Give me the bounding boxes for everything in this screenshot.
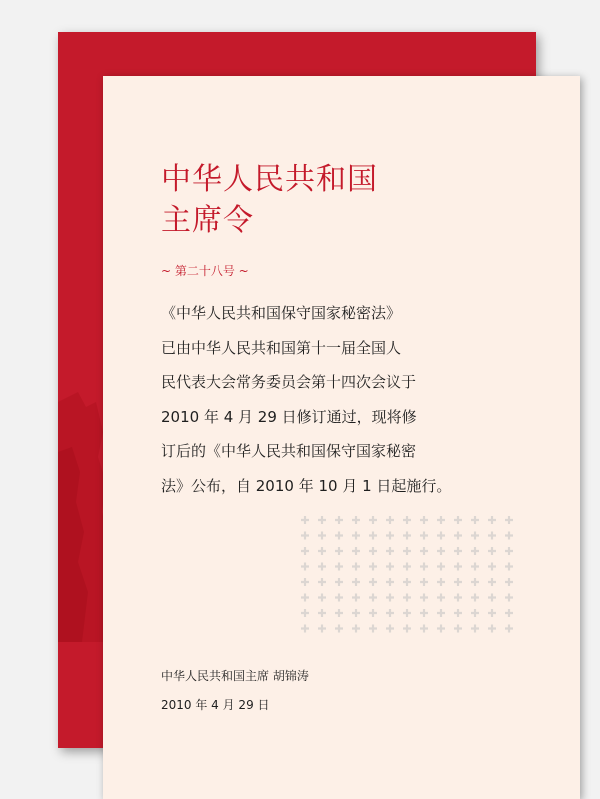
body-line: 订后的《中华人民共和国保守国家秘密 — [161, 442, 417, 460]
document-body — [161, 296, 451, 503]
cross-mark — [454, 532, 462, 540]
cross-mark — [471, 563, 479, 571]
cross-mark — [335, 594, 343, 602]
cross-mark — [301, 563, 309, 571]
cross-mark — [488, 578, 496, 586]
cross-mark — [420, 594, 428, 602]
cross-mark — [505, 532, 513, 540]
cross-mark — [420, 516, 428, 524]
cross-mark — [318, 578, 326, 586]
cross-mark — [437, 563, 445, 571]
cross-mark — [386, 547, 394, 555]
cross-mark — [471, 625, 479, 633]
cross-mark — [318, 609, 326, 617]
cross-mark — [403, 516, 411, 524]
cross-mark — [454, 625, 462, 633]
cross-mark — [420, 625, 428, 633]
cross-mark — [420, 578, 428, 586]
cross-mark — [386, 532, 394, 540]
cross-mark — [318, 625, 326, 633]
cross-mark — [505, 547, 513, 555]
cross-mark — [454, 609, 462, 617]
cross-mark — [420, 563, 428, 571]
cross-mark — [386, 563, 394, 571]
cross-mark — [505, 625, 513, 633]
cross-mark — [488, 547, 496, 555]
cross-mark — [437, 578, 445, 586]
order-number: ~ 第二十八号 ~ — [161, 264, 249, 278]
cross-mark — [471, 547, 479, 555]
cross-mark — [471, 532, 479, 540]
cross-mark — [454, 516, 462, 524]
cross-mark — [386, 516, 394, 524]
body-line: 《中华人民共和国保守国家秘密法》 — [161, 304, 402, 322]
cross-mark — [437, 625, 445, 633]
cross-mark — [335, 578, 343, 586]
cross-mark — [488, 563, 496, 571]
body-line: 法》公布，自 2010 年 10 月 1 日起施行。 — [161, 476, 452, 495]
cross-mark — [471, 609, 479, 617]
cross-mark — [369, 532, 377, 540]
cross-mark — [335, 609, 343, 617]
cross-mark — [369, 547, 377, 555]
cross-mark — [437, 516, 445, 524]
cross-mark — [369, 563, 377, 571]
cross-pattern-decoration — [301, 516, 521, 634]
cross-mark — [301, 594, 309, 602]
cross-mark — [369, 594, 377, 602]
cross-mark — [386, 609, 394, 617]
cross-mark — [386, 578, 394, 586]
cross-mark — [403, 625, 411, 633]
cross-mark — [454, 594, 462, 602]
cross-mark — [335, 563, 343, 571]
cross-mark — [454, 547, 462, 555]
cross-mark — [301, 609, 309, 617]
cross-mark — [369, 609, 377, 617]
cross-mark — [352, 532, 360, 540]
cross-mark — [352, 578, 360, 586]
cross-mark — [335, 516, 343, 524]
cross-mark — [471, 594, 479, 602]
cross-mark — [437, 609, 445, 617]
title-line-2: 主席令 — [161, 203, 254, 238]
cross-mark — [403, 594, 411, 602]
cross-mark — [301, 516, 309, 524]
cross-mark — [403, 547, 411, 555]
cross-mark — [352, 594, 360, 602]
cross-mark — [420, 609, 428, 617]
cross-mark — [505, 594, 513, 602]
body-line: 已由中华人民共和国第十一届全国人 — [161, 338, 402, 357]
title-line-1: 中华人民共和国 — [161, 162, 378, 197]
cross-mark — [318, 547, 326, 555]
signer-line: 中华人民共和国主席 胡锦涛 — [161, 669, 309, 683]
cross-mark — [318, 594, 326, 602]
document-page — [103, 76, 580, 799]
cross-mark — [318, 532, 326, 540]
cross-mark — [386, 625, 394, 633]
cross-mark — [488, 532, 496, 540]
document-title — [161, 159, 378, 241]
cross-mark — [369, 578, 377, 586]
cross-mark — [352, 609, 360, 617]
cross-mark — [471, 516, 479, 524]
cross-mark — [488, 594, 496, 602]
cross-mark — [437, 594, 445, 602]
cross-mark — [403, 563, 411, 571]
cross-mark — [505, 516, 513, 524]
cross-mark — [301, 578, 309, 586]
cross-mark — [386, 594, 394, 602]
cross-mark — [454, 563, 462, 571]
cross-mark — [352, 563, 360, 571]
cross-mark — [505, 578, 513, 586]
cross-mark — [352, 516, 360, 524]
body-line: 民代表大会常务委员会第十四次会议于 — [161, 373, 417, 391]
cross-mark — [505, 563, 513, 571]
cross-mark — [403, 578, 411, 586]
cross-mark — [352, 547, 360, 555]
cross-mark — [403, 609, 411, 617]
cross-mark — [437, 532, 445, 540]
cross-mark — [369, 516, 377, 524]
cross-mark — [335, 532, 343, 540]
cross-mark — [454, 578, 462, 586]
cross-mark — [352, 625, 360, 633]
signature-block — [161, 662, 309, 720]
cross-mark — [318, 516, 326, 524]
cross-mark — [420, 532, 428, 540]
cross-mark — [318, 563, 326, 571]
cross-mark — [488, 609, 496, 617]
cross-mark — [301, 625, 309, 633]
cross-mark — [471, 578, 479, 586]
cross-mark — [488, 625, 496, 633]
cross-mark — [403, 532, 411, 540]
cross-mark — [437, 547, 445, 555]
body-line: 2010 年 4 月 29 日修订通过，现将修 — [161, 407, 417, 426]
cross-mark — [301, 532, 309, 540]
signature-date: 2010 年 4 月 29 日 — [161, 698, 270, 712]
cross-mark — [369, 625, 377, 633]
cross-mark — [488, 516, 496, 524]
cross-mark — [420, 547, 428, 555]
cross-mark — [335, 547, 343, 555]
cross-mark — [505, 609, 513, 617]
cross-mark — [335, 625, 343, 633]
cross-mark — [301, 547, 309, 555]
